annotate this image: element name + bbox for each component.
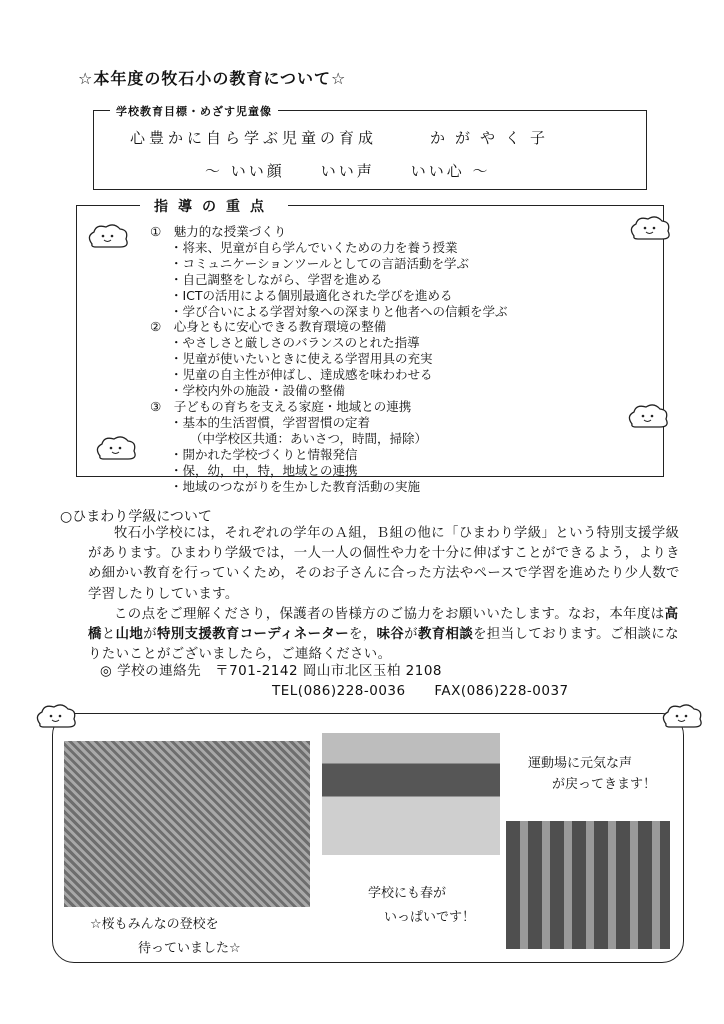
school-address: ◎ 学校の連絡先 〒701-2142 岡山市北区玉柏 2108: [100, 663, 443, 679]
key-point-item: ・コミュニケーションツールとしての言語活動を学ぶ: [170, 255, 470, 271]
text: を，: [348, 627, 377, 643]
key-point-item: （中学校区共通：あいさつ，時間，掃除）: [190, 430, 428, 446]
photo-caption: 待っていました☆: [138, 941, 241, 956]
cloud-mascot-icon: [86, 222, 130, 250]
ideal-child: かがやく子: [430, 129, 556, 147]
role-name: 特別支援教育コーディネーター: [156, 627, 349, 643]
tel-number: TEL(086)228-0036: [272, 683, 406, 699]
key-point-item: ・学校内外の施設・設備の整備: [170, 383, 346, 399]
text: を担当しております。ご相談になりたいことがございましたら，ご連絡ください。: [88, 627, 679, 663]
key-point-item: ・地域のつながりを生かした教育活動の実施: [170, 478, 421, 494]
key-point-item: ・児童が使いたいときに使える学習用具の充実: [170, 351, 433, 367]
photo-caption: 運動場に元気な声: [528, 756, 633, 771]
school-flowerbed-photo: [506, 821, 670, 949]
schoolyard-photo: [322, 733, 500, 855]
cloud-mascot-icon: [660, 702, 704, 730]
key-point-item: ・学び合いによる学習対象への深まりと他者への信頼を学ぶ: [170, 303, 508, 319]
key-point-heading: ① 魅力的な授業づくり: [150, 224, 287, 239]
teacher-name: 高橋: [88, 606, 679, 643]
key-points-label: 指導の重点: [140, 196, 288, 216]
key-point-item: ・やさしさと厳しさのバランスのとれた指導: [170, 335, 420, 351]
himawari-class-body: [88, 524, 688, 665]
cloud-mascot-icon: [94, 434, 138, 462]
photo-caption: ☆桜もみんなの登校を: [90, 917, 219, 932]
himawari-paragraph-1: 牧石小学校には，それぞれの学年のＡ組，Ｂ組の他に「ひまわり学級」という特別支援学級があります。ひまわり学級では，一人一人の個性や力を十分に伸ばすことができるよう，よりきめ細かい教育を行っていくため，そのお子さんに合った方法やペースで学習を進めたり少人数で学習したりしています。: [88, 526, 680, 602]
photo-caption: いっぱいです！: [384, 910, 476, 925]
role-name: 教育相談: [417, 627, 474, 643]
key-points-list: [150, 224, 508, 494]
text: が: [143, 627, 157, 643]
himawari-paragraph-2: [88, 605, 688, 666]
key-point-item: ・保，幼，中，特，地域との連携: [170, 462, 358, 478]
himawari-class-title: ○ひまわり学級について: [60, 509, 212, 525]
cloud-mascot-icon: [34, 702, 78, 730]
school-phone-fax: [272, 683, 569, 699]
school-goals-label: 学校教育目標・めざす児童像: [110, 103, 278, 119]
key-point-item: ・将来、児童が自ら学んでいくための力を養う授業: [170, 239, 458, 255]
key-point-heading: ③ 子どもの育ちを支える家庭・地域との連携: [150, 398, 412, 414]
text: が: [404, 627, 418, 643]
fax-number: FAX(086)228-0037: [434, 683, 569, 699]
photo-caption: が戻ってきます！: [552, 777, 657, 792]
teacher-name: 味谷: [376, 627, 405, 643]
key-point-heading: ② 心身ともに安心できる教育環境の整備: [150, 319, 387, 335]
text: と: [101, 627, 116, 643]
key-point-item: ・ICTの活用による個別最適化された学びを進める: [170, 287, 453, 303]
text: この点をご理解くださり，保護者の皆様方のご協力をお願いいたします。なお，本年度は: [114, 606, 665, 622]
key-point-item: ・基本的生活習慣，学習習慣の定着: [170, 414, 371, 430]
cloud-mascot-icon: [628, 214, 672, 242]
cherry-tree-photo: [64, 741, 310, 907]
key-point-item: ・児童の自主性が伸ばし、達成感を味わわせる: [170, 367, 433, 383]
school-slogan: ～ いい顔 いい声 いい心 ～: [205, 162, 491, 180]
teacher-name: 山地: [115, 627, 144, 643]
photo-caption: 学校にも春が: [368, 886, 447, 901]
key-point-item: ・開かれた学校づくりと情報発信: [170, 446, 358, 462]
cloud-mascot-icon: [626, 402, 670, 430]
page-title: ☆本年度の牧石小の教育について☆: [78, 69, 347, 88]
key-point-item: ・自己調整をしながら、学習を進める: [170, 271, 383, 287]
school-motto: 心豊かに自ら学ぶ児童の育成: [130, 129, 378, 147]
